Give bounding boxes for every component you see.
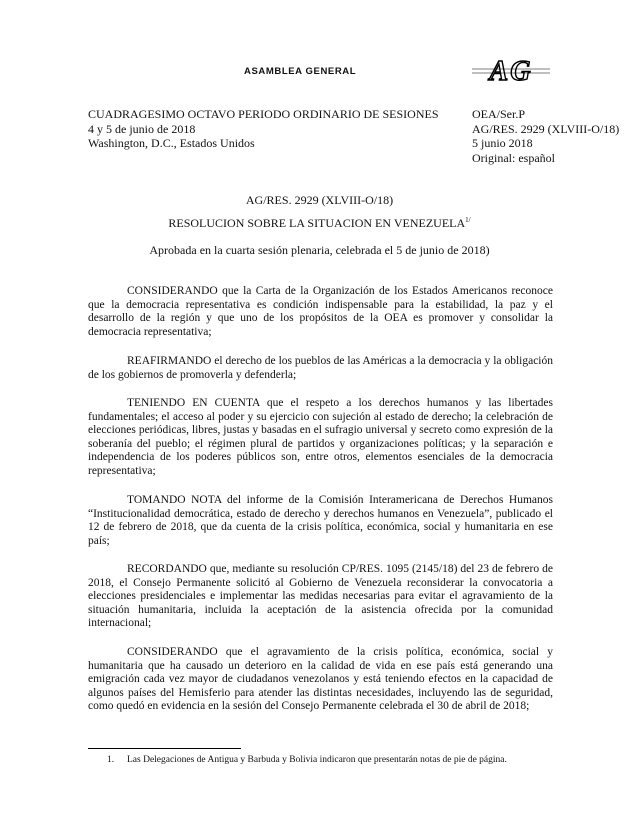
session-location: Washington, D.C., Estados Unidos bbox=[88, 136, 255, 150]
session-info bbox=[88, 107, 439, 151]
resolution-name: RESOLUCION SOBRE LA SITUACION EN VENEZUELA bbox=[168, 216, 466, 230]
document-date: 5 junio 2018 bbox=[472, 136, 533, 150]
document-reference bbox=[472, 107, 619, 165]
paragraph bbox=[88, 355, 553, 382]
session-title: CUADRAGESIMO OCTAVO PERIODO ORDINARIO DE SESIONES bbox=[88, 107, 439, 121]
original-language: Original: español bbox=[472, 150, 555, 165]
paragraph bbox=[88, 285, 553, 339]
paragraph bbox=[88, 494, 553, 548]
paragraph-text: del informe de la Comisión Interamericana de Derechos Humanos “Institucionalidad democrática, estado de derecho y derechos humanos en Venezuela”, publicado el 12 de febrero de 2018, que da cuenta de la crisis política, económica, social y humanitaria en ese país; bbox=[88, 494, 553, 547]
footnote-divider bbox=[88, 748, 241, 749]
paragraph-lead: CONSIDERANDO bbox=[127, 646, 218, 658]
session-dates: 4 y 5 de junio de 2018 bbox=[88, 121, 196, 136]
series-code: OEA/Ser.P bbox=[472, 107, 526, 121]
paragraph bbox=[88, 646, 553, 714]
paragraph-text: que la Carta de la Organización de los Estados Americanos reconoce que la democracia representativa es condición indispensable para la estabilidad, la paz y el desarrollo de la región y que uno de los propósitos de la OEA es promover y consolidar la democracia representativa; bbox=[88, 285, 553, 338]
paragraph-lead: CONSIDERANDO bbox=[127, 285, 218, 297]
resolution-code-title: AG/RES. 2929 (XLVIII-O/18) bbox=[245, 193, 394, 207]
assembly-heading: ASAMBLEA GENERAL bbox=[244, 66, 357, 77]
paragraph bbox=[88, 397, 553, 479]
paragraph-text: el derecho de los pueblos de las Américas a la democracia y la obligación de los gobiernos de promoverla y defenderla; bbox=[88, 355, 553, 381]
footnote bbox=[107, 755, 507, 765]
paragraph-lead: REAFIRMANDO bbox=[127, 355, 212, 367]
footnote-ref: 1/ bbox=[465, 216, 471, 224]
resolution-title bbox=[88, 216, 551, 231]
paragraph-lead: TOMANDO NOTA bbox=[127, 494, 222, 506]
ag-logo bbox=[470, 57, 552, 85]
paragraph-text: que, mediante su resolución CP/RES. 1095 (2145/18) del 23 de febrero de 2018, el Consejo Permanente solicitó al Gobierno de Venezuela reconsiderar la convocatoria a elecciones presidenciales e implementar las medidas necesarias para evitar el agravamiento de la situación humanitaria, incluida la aceptación de la asistencia ofrecida por la comunidad internacional; bbox=[88, 563, 553, 630]
logo-text: AG bbox=[489, 57, 533, 85]
paragraph-lead: TENIENDO EN CUENTA bbox=[127, 397, 260, 409]
paragraph bbox=[88, 563, 553, 631]
resolution-code: AG/RES. 2929 (XLVIII-O/18) bbox=[472, 121, 620, 136]
approval-note: Aprobada en la cuarta sesión plenaria, celebrada el 5 de junio de 2018) bbox=[149, 243, 490, 257]
paragraph-lead: RECORDANDO bbox=[127, 563, 207, 575]
footnote-number: 1. bbox=[107, 755, 115, 765]
footnote-text: Las Delegaciones de Antigua y Barbuda y Bolivia indicaron que presentarán notas de pie de página. bbox=[127, 755, 507, 765]
paragraph-text: que el respeto a los derechos humanos y las libertades fundamentales; el acceso al poder y su ejercicio con sujeción al estado de derecho; la celebración de elecciones periódicas, libres, justas y basadas en el sufragio universal y secreto como expresión de la soberanía del pueblo; el régimen plural de partidos y organizaciones políticas; y la separación e independencia de los poderes públicos son, entre otros, elementos esenciales de la democracia representativa; bbox=[88, 397, 553, 477]
paragraph-text: que el agravamiento de la crisis política, económica, social y humanitaria que ha causado un deterioro en la calidad de vida en ese país está generando una emigración cada vez mayor de ciudadanos venezolanos y está teniendo efectos en la capacidad de algunos países del Hemisferio para atender las distintas necesidades, incluyendo las de seguridad, como quedó en evidencia en la sesión del Consejo Permanente celebrada el 30 de abril de 2018; bbox=[88, 646, 553, 713]
